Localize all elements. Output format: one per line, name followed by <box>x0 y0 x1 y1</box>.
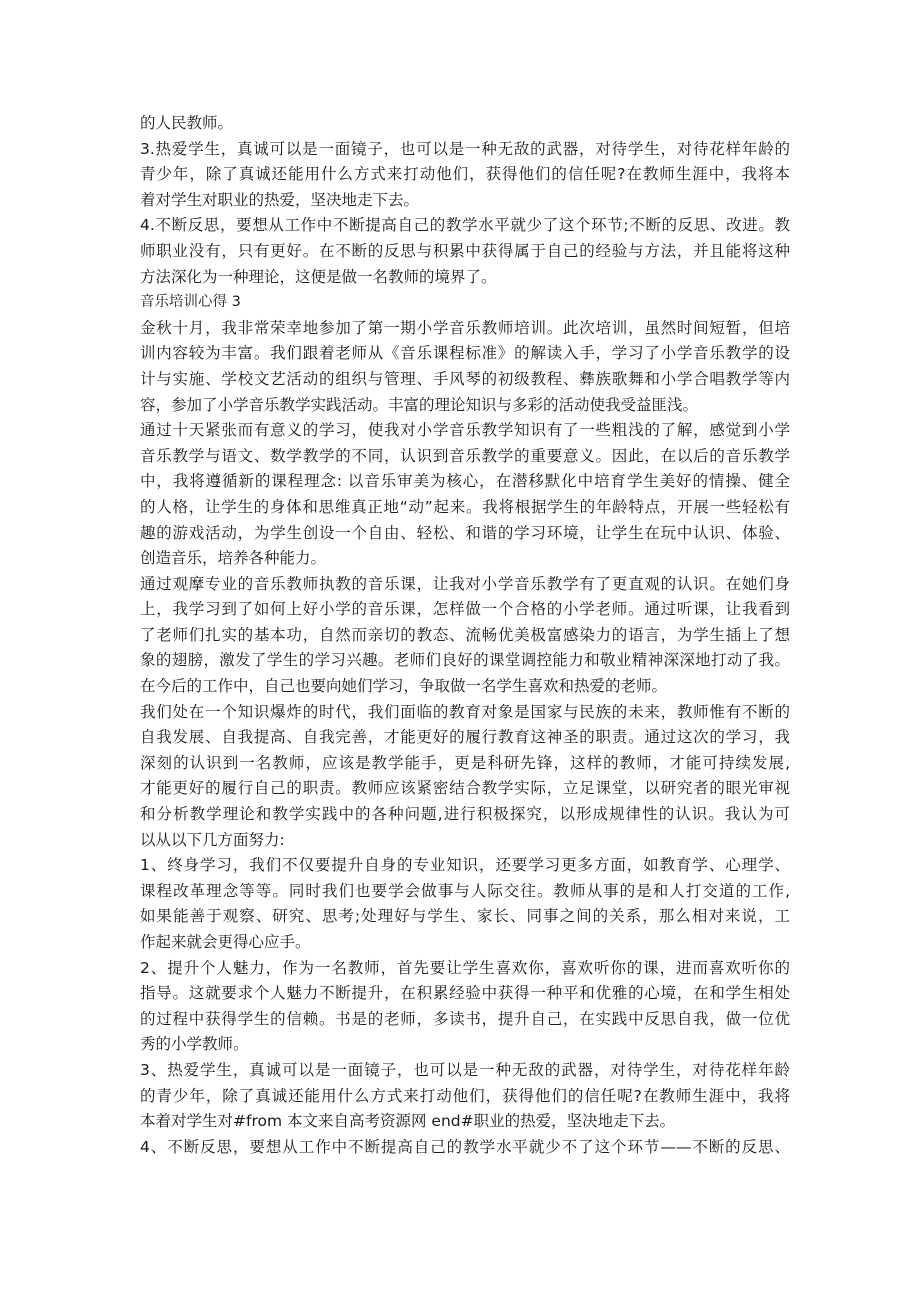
paragraph <box>140 418 790 572</box>
text-line: 才能更好的履行自己的职责。教师应该紧密结合教学实际，立足课堂，以研究者的眼光审视 <box>140 779 790 798</box>
paragraph <box>140 111 790 137</box>
text-line: 指导。这就要求个人魅力不断提升，在积累经验中获得一种平和优雅的心境，在和学生相处 <box>140 984 790 1003</box>
text-line: 金秋十月，我非常荣幸地参加了第一期小学音乐教师培训。此次培训，虽然时间短暂，但培 <box>140 318 790 337</box>
text-line: 自我发展、自我提高、自我完善，才能更好的履行教育这神圣的职责。通过这次的学习，我 <box>140 728 790 747</box>
text-line: 2、提升个人魅力，作为一名教师，首先要让学生喜欢你，喜欢听你的课，进而喜欢听你的 <box>140 958 790 977</box>
document-page <box>140 111 790 1160</box>
paragraph <box>140 853 790 955</box>
text-line: 秀的小学教师。 <box>140 1035 249 1054</box>
text-line: 趣的游戏活动，为学生创设一个自由、轻松、和谐的学习环境，让学生在玩中认识、体验、 <box>140 523 790 542</box>
text-line: 通过观摩专业的音乐教师执教的音乐课，让我对小学音乐教学有了更直观的认识。在她们身 <box>140 574 790 593</box>
text-line: 以从以下几方面努力: <box>140 830 285 849</box>
text-line: 我们处在一个知识爆炸的时代，我们面临的教育对象是国家与民族的未来，教师惟有不断的 <box>140 702 790 721</box>
text-line: 课程改革理念等等。同时我们也要学会做事与人际交往。教师从事的是和人打交道的工作, <box>140 881 790 900</box>
text-line: 了老师们扎实的基本功，自然而亲切的教态、流畅优美极富感染力的语言，为学生插上了想 <box>140 625 790 644</box>
text-line: 本着对学生对#from 本文来自高考资源网 end#职业的热爱，坚决地走下去。 <box>140 1112 676 1131</box>
section-heading <box>140 290 790 316</box>
text-line: 着对学生对职业的热爱，坚决地走下去。 <box>140 190 420 209</box>
text-line: 通过十天紧张而有意义的学习，使我对小学音乐教学知识有了一些粗浅的了解，感觉到小学 <box>140 421 790 440</box>
text-line: 青少年，除了真诚还能用什么方式来打动他们，获得他们的信任呢?在教师生涯中，我将本 <box>140 165 790 184</box>
text-line: 如果能善于观察、研究、思考;处理好与学生、家长、同事之间的关系，那么相对来说，工 <box>140 907 790 926</box>
text-line: 1、终身学习，我们不仅要提升自身的专业知识，还要学习更多方面，如教育学、心理学、 <box>140 856 790 875</box>
text-line: 深刻的认识到一名教师，应该是教学能手，更是科研先锋，这样的教师，才能可持续发展, <box>140 753 790 772</box>
text-line: 的青少年，除了真诚还能用什么方式来打动他们，获得他们的信任呢?在教师生涯中，我将 <box>140 1086 790 1105</box>
paragraph <box>140 316 790 418</box>
paragraph <box>140 700 790 854</box>
paragraph <box>140 213 790 290</box>
text-line: 3、热爱学生，真诚可以是一面镜子，也可以是一种无敌的武器，对待学生，对待花样年龄 <box>140 1060 790 1079</box>
text-line: 容，参加了小学音乐教学实践活动。丰富的理论知识与多彩的活动使我受益匪浅。 <box>140 395 699 414</box>
text-line: 象的翅膀，激发了学生的学习兴趣。老师们良好的课堂调控能力和敬业精神深深地打动了我。 <box>140 651 790 670</box>
text-line: 创造音乐，培养各种能力。 <box>140 549 327 568</box>
text-line: 音乐教学与语文、数学教学的不同，认识到音乐教学的重要意义。因此，在以后的音乐教学 <box>140 446 790 465</box>
text-line: 的人民教师。 <box>140 114 234 132</box>
text-line: 师职业没有，只有更好。在不断的反思与积累中获得属于自己的经验与方法，并且能将这种 <box>140 241 790 260</box>
text-line: 3.热爱学生，真诚可以是一面镜子，也可以是一种无敌的武器，对待学生，对待花样年龄的 <box>140 139 790 158</box>
text-line: 中，我将遵循新的课程理念: 以音乐审美为核心，在潜移默化中培育学生美好的情操、健全 <box>140 472 790 491</box>
text-line: 计与实施、学校文艺活动的组织与管理、手风琴的初级教程、彝族歌舞和小学合唱教学等内 <box>140 369 790 388</box>
paragraph <box>140 572 790 700</box>
text-line: 和分析教学理论和教学实践中的各种问题,进行积极探究，以形成规律性的认识。我认为可 <box>140 805 790 824</box>
text-line: 上，我学习到了如何上好小学的音乐课，怎样做一个合格的小学老师。通过听课，让我看到 <box>140 600 790 619</box>
text-line: 的过程中获得学生的信赖。书是的老师，多读书，提升自己，在实践中反思自我，做一位优 <box>140 1009 790 1028</box>
paragraph <box>140 1058 790 1135</box>
text-line: 4、不断反思，要想从工作中不断提高自己的教学水平就少不了这个环节——不断的反思、 <box>140 1137 790 1156</box>
text-line: 的人格，让学生的身体和思维真正地“动”起来。我将根据学生的年龄特点，开展一些轻松有 <box>140 497 790 516</box>
text-line: 方法深化为一种理论，这便是做一名教师的境界了。 <box>140 267 497 286</box>
text-line: 4.不断反思，要想从工作中不断提高自己的教学水平就少了这个环节;不断的反思、改进。教 <box>140 216 790 235</box>
paragraph <box>140 956 790 1058</box>
text-line: 作起来就会更得心应手。 <box>140 933 311 951</box>
text-line: 训内容较为丰富。我们跟着老师从《音乐课程标准》的解读入手，学习了小学音乐教学的设 <box>140 344 790 363</box>
paragraph <box>140 1135 790 1161</box>
text-line: 音乐培训心得 3 <box>140 294 241 311</box>
text-line: 在今后的工作中，自己也要向她们学习，争取做一名学生喜欢和热爱的老师。 <box>140 677 668 696</box>
paragraph <box>140 137 790 214</box>
